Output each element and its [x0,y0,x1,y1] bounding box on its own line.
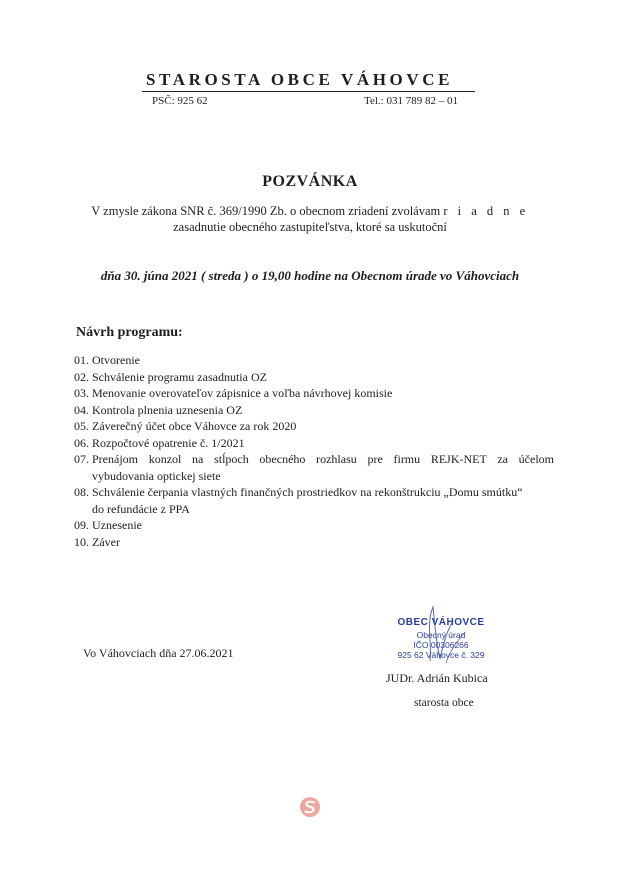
list-item [74,369,554,386]
logo-s-icon [299,796,321,818]
item-text: Uznesenie [92,518,142,532]
meeting-date-line: dňa 30. júna 2021 ( streda ) o 19,00 hodine na Obecnom úrade vo Váhovciach [100,268,520,283]
list-item [74,435,554,452]
intro-line-1 [60,203,560,219]
list-item [74,484,554,517]
header-phone: Tel.: 031 789 82 – 01 [364,95,458,107]
list-item [74,451,554,484]
list-item [74,402,554,419]
program-list [74,352,554,550]
list-item [74,352,554,369]
intro-text: V zmysle zákona SNR č. 369/1990 Zb. o obecnom zriadení zvolávam [91,204,441,218]
stamp-line-4: 925 62 Váhovce č. 329 [397,650,485,660]
item-text: Rozpočtové opatrenie č. 1/2021 [92,435,245,450]
signer-name: JUDr. Adrián Kubica [386,671,488,685]
stamp-line-3: IČO 00306266 [413,640,469,650]
official-stamp [386,603,496,665]
stamp-line-2: Obecný úrad [416,630,466,640]
item-number: 09. [74,518,89,532]
item-number: 05. [74,419,89,433]
program-heading: Návrh programu: [76,325,183,340]
signature-icon [386,603,496,665]
list-item [74,517,554,534]
item-number: 08. [74,485,89,499]
list-item [74,385,554,402]
intro-emphasis: r i a d n e [443,204,529,218]
item-text: Menovanie overovateľov zápisnice a voľba návrhovej komisie [92,386,393,400]
item-number: 10. [74,534,89,549]
item-text: Záverečný účet obce Váhovce za rok 2020 [92,419,297,433]
item-text: Schválenie čerpania vlastných finančných prostriedkov na rekonštrukciu „Domu smútku“ [92,485,523,499]
item-text: Otvorenie [92,353,140,367]
item-text: Záver [92,534,120,549]
item-text: Schválenie programu zasadnutia OZ [92,369,267,384]
header-divider [142,91,475,92]
item-number: 01. [74,353,89,367]
item-text: Prenájom konzol na stĺpoch obecného rozhlasu pre firmu REJK-NET za účelom [92,452,554,466]
intro-line-2: zasadnutie obecného zastupiteľstva, ktoré sa uskutoční [173,220,447,234]
item-number: 04. [74,402,89,417]
item-text-continuation: do refundácie z PPA [92,501,190,516]
header-postal-code: PSČ: 925 62 [152,95,208,107]
header-title: STAROSTA OBCE VÁHOVCE [146,70,454,89]
place-and-date: Vo Váhovciach dňa 27.06.2021 [83,646,234,660]
document-title: POZVÁNKA [262,173,358,190]
item-text-continuation: vybudovania optickej siete [92,468,221,483]
list-item [74,534,554,551]
item-number: 03. [74,386,89,400]
item-number: 02. [74,369,89,384]
item-text: Kontrola plnenia uznesenia OZ [92,402,243,417]
signer-role: starosta obce [414,697,474,709]
item-number: 07. [74,452,89,466]
item-number: 06. [74,435,89,450]
stamp-line-1: OBEC VÁHOVCE [397,617,485,628]
list-item [74,418,554,435]
